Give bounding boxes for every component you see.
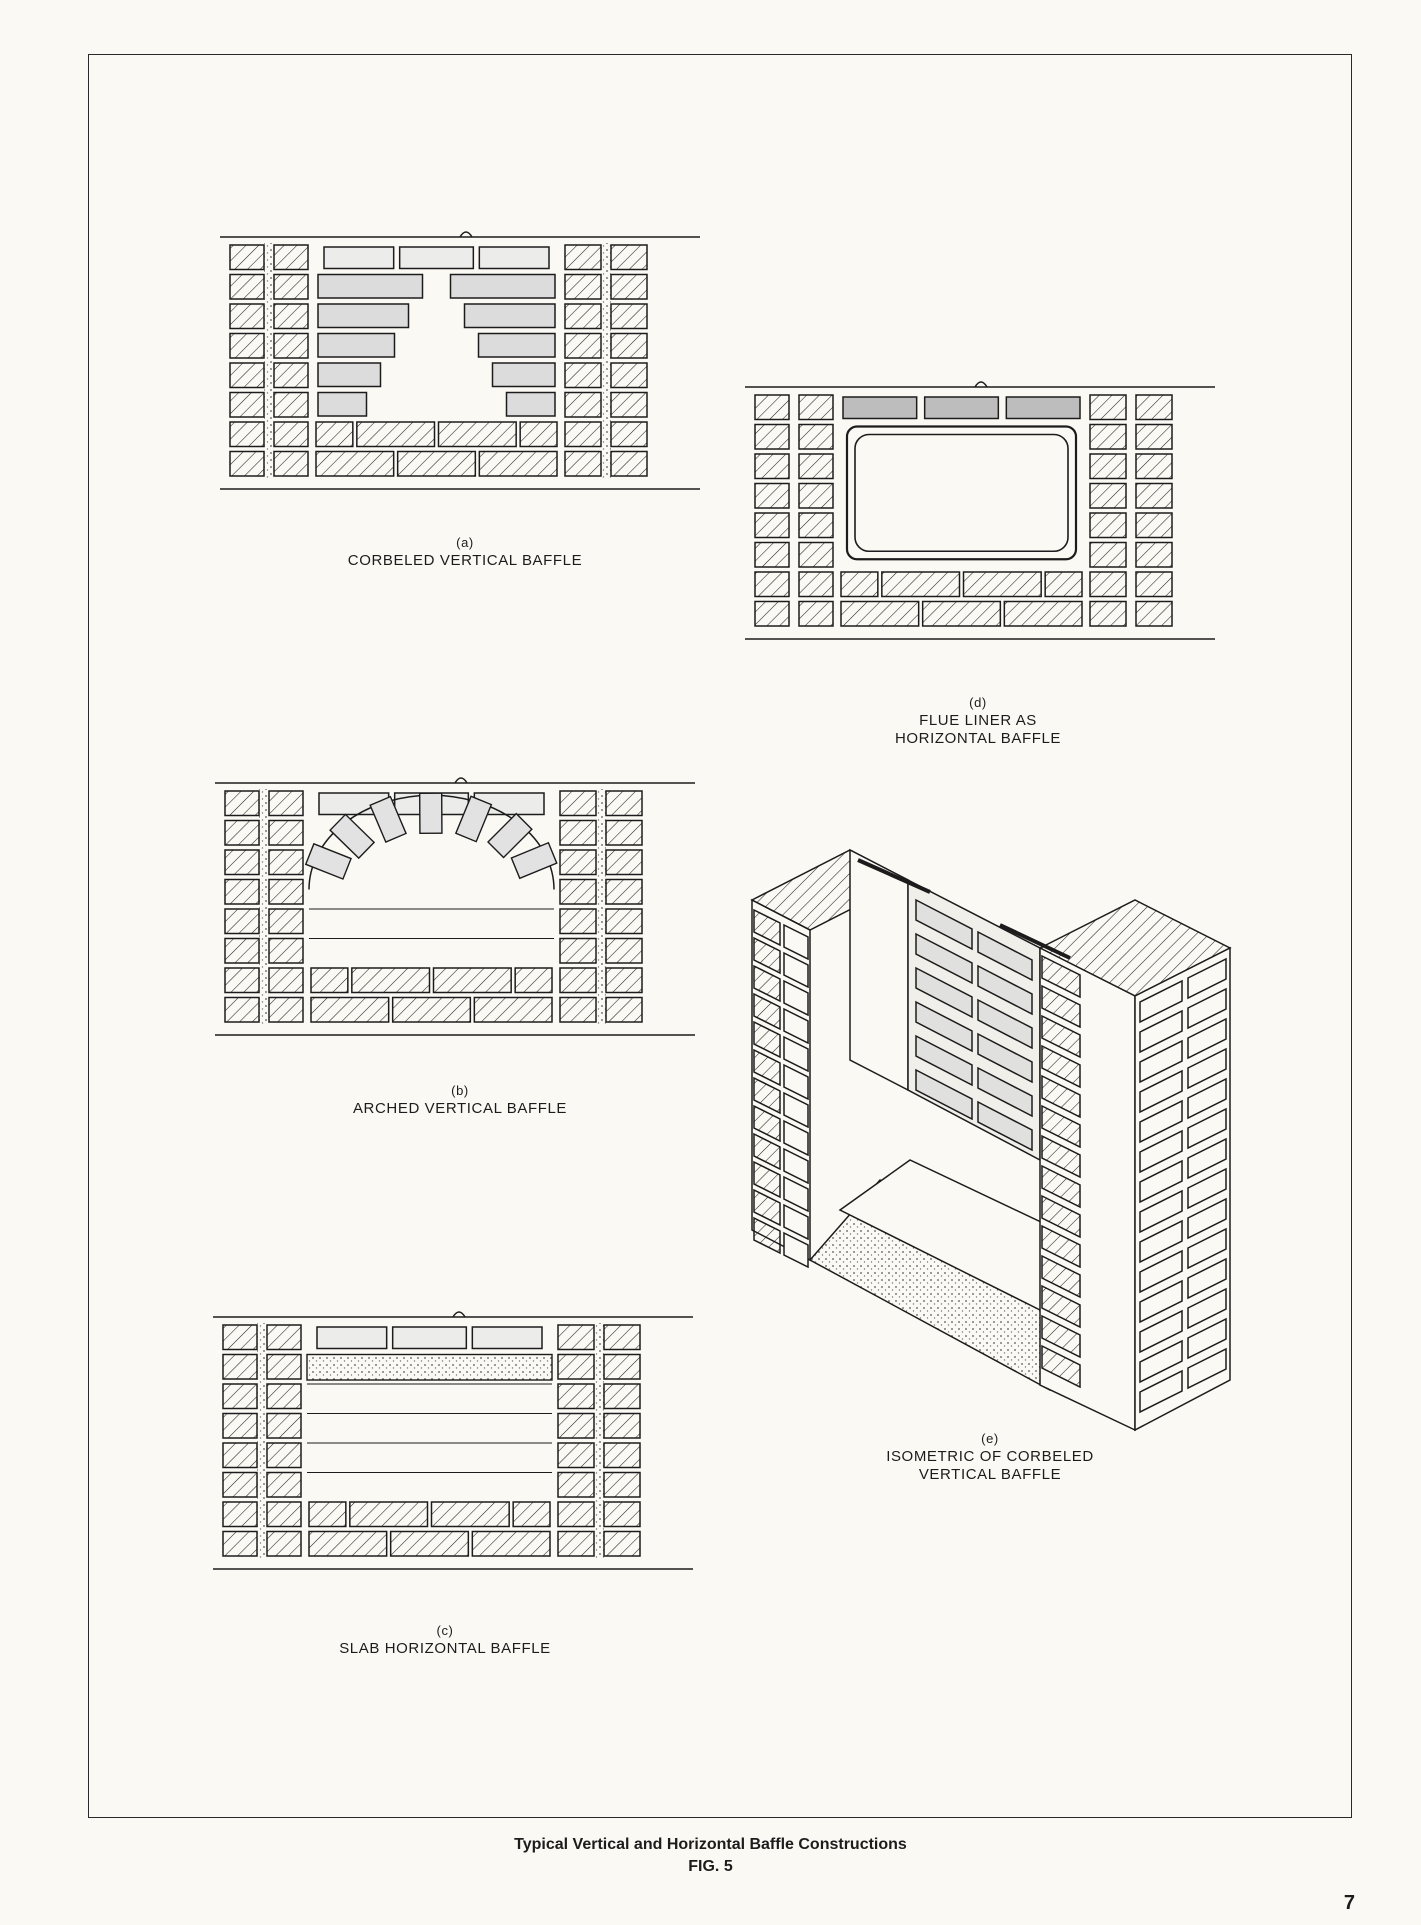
corbel-brick-left bbox=[318, 304, 409, 328]
wall-brick bbox=[223, 1532, 257, 1557]
voussoir-brick bbox=[306, 844, 351, 879]
wall-brick bbox=[604, 1325, 640, 1350]
wall-brick bbox=[267, 1443, 301, 1468]
figure-title bbox=[0, 1834, 1421, 1878]
wall-brick bbox=[1090, 454, 1126, 479]
wall-brick bbox=[606, 998, 642, 1023]
wall-brick bbox=[611, 452, 647, 477]
wall-brick bbox=[1090, 395, 1126, 420]
floor-brick bbox=[391, 1532, 469, 1557]
floor-brick bbox=[352, 968, 430, 993]
wall-brick bbox=[604, 1384, 640, 1409]
floor-brick bbox=[882, 572, 960, 597]
corbel-brick-left bbox=[318, 363, 381, 387]
wall-brick bbox=[274, 452, 308, 477]
wall-brick bbox=[565, 275, 601, 300]
drawing-flue-liner-horizontal-baffle bbox=[745, 380, 1225, 690]
wall-brick bbox=[274, 363, 308, 388]
wall-brick bbox=[223, 1502, 257, 1527]
wall-brick bbox=[274, 422, 308, 447]
mortar-joint bbox=[259, 789, 269, 1025]
wall-brick bbox=[230, 334, 264, 359]
wall-brick bbox=[269, 791, 303, 816]
page-number: 7 bbox=[1343, 1892, 1355, 1914]
wall-brick bbox=[1136, 484, 1172, 509]
wall-brick bbox=[565, 334, 601, 359]
wall-brick bbox=[560, 821, 596, 846]
caption-b-letter: (b) bbox=[451, 1083, 469, 1098]
wall-brick bbox=[225, 821, 259, 846]
break-mark bbox=[460, 232, 472, 237]
wall-brick bbox=[225, 939, 259, 964]
mortar-joint bbox=[596, 789, 606, 1025]
wall-brick bbox=[274, 275, 308, 300]
corbel-brick-right bbox=[451, 275, 556, 299]
caption-e-line-2: VERTICAL BAFFLE bbox=[918, 1466, 1062, 1483]
wall-brick bbox=[799, 543, 833, 568]
wall-brick bbox=[604, 1473, 640, 1498]
voussoir-brick bbox=[330, 814, 374, 858]
back-left-column bbox=[850, 850, 908, 1090]
wall-brick bbox=[558, 1384, 594, 1409]
wall-brick bbox=[799, 484, 833, 509]
wall-brick bbox=[1136, 395, 1172, 420]
wall-brick bbox=[799, 454, 833, 479]
wall-brick bbox=[269, 968, 303, 993]
wall-brick bbox=[755, 543, 789, 568]
floor-brick bbox=[513, 1502, 550, 1527]
wall-brick bbox=[560, 939, 596, 964]
caption-d-line-1: FLUE LINER AS bbox=[919, 712, 1037, 729]
floor-brick bbox=[479, 452, 557, 477]
floor-brick bbox=[474, 998, 552, 1023]
wall-brick bbox=[269, 998, 303, 1023]
wall-brick bbox=[230, 304, 264, 329]
wall-brick bbox=[799, 572, 833, 597]
wall-brick bbox=[1090, 484, 1126, 509]
wall-brick bbox=[1136, 425, 1172, 450]
floor-brick bbox=[1004, 602, 1082, 627]
cap-block bbox=[843, 397, 917, 419]
wall-brick bbox=[1090, 543, 1126, 568]
caption-d-line-2: HORIZONTAL BAFFLE bbox=[894, 730, 1062, 747]
wall-brick bbox=[604, 1355, 640, 1380]
corbel-brick-right bbox=[479, 334, 556, 358]
wall-brick bbox=[267, 1502, 301, 1527]
floor-brick bbox=[309, 1502, 346, 1527]
wall-brick bbox=[604, 1502, 640, 1527]
cap-brick bbox=[324, 247, 394, 269]
voussoir-brick bbox=[488, 814, 532, 858]
break-mark bbox=[975, 382, 987, 387]
floor-brick bbox=[432, 1502, 510, 1527]
wall-brick bbox=[558, 1325, 594, 1350]
wall-brick bbox=[269, 821, 303, 846]
caption-c bbox=[245, 1622, 645, 1658]
mortar-joint bbox=[601, 243, 611, 479]
wall-brick bbox=[565, 304, 601, 329]
wall-brick bbox=[1136, 513, 1172, 538]
wall-brick bbox=[755, 572, 789, 597]
wall-brick bbox=[274, 245, 308, 270]
wall-brick bbox=[558, 1502, 594, 1527]
caption-c-letter: (c) bbox=[436, 1623, 454, 1638]
wall-brick bbox=[604, 1414, 640, 1439]
floor-brick bbox=[311, 998, 389, 1023]
wall-brick bbox=[565, 245, 601, 270]
floor-brick bbox=[841, 602, 919, 627]
wall-brick bbox=[223, 1473, 257, 1498]
wall-brick bbox=[606, 880, 642, 905]
figure-title-text: Typical Vertical and Horizontal Baffle Constructions bbox=[514, 1836, 907, 1853]
wall-brick bbox=[799, 602, 833, 627]
floor-brick bbox=[439, 422, 517, 447]
wall-brick bbox=[560, 880, 596, 905]
caption-e-line-1: ISOMETRIC OF CORBELED bbox=[886, 1448, 1094, 1465]
wall-brick bbox=[611, 422, 647, 447]
drawing-isometric-corbeled-baffle bbox=[740, 830, 1240, 1450]
caption-a-letter: (a) bbox=[456, 535, 474, 550]
floor-brick bbox=[964, 572, 1042, 597]
baffle-slab bbox=[307, 1355, 552, 1381]
wall-brick bbox=[755, 395, 789, 420]
floor-brick bbox=[841, 572, 878, 597]
wall-brick bbox=[223, 1384, 257, 1409]
floor-brick bbox=[398, 452, 476, 477]
corbel-brick-left bbox=[318, 334, 395, 358]
wall-brick bbox=[230, 363, 264, 388]
floor-brick bbox=[309, 1532, 387, 1557]
wall-brick bbox=[611, 304, 647, 329]
wall-brick bbox=[230, 452, 264, 477]
wall-brick bbox=[230, 422, 264, 447]
wall-brick bbox=[558, 1532, 594, 1557]
wall-brick bbox=[1090, 513, 1126, 538]
wall-brick bbox=[611, 275, 647, 300]
wall-brick bbox=[560, 968, 596, 993]
wall-brick bbox=[606, 850, 642, 875]
floor-brick bbox=[316, 422, 353, 447]
voussoir-brick bbox=[511, 843, 556, 879]
wall-brick bbox=[606, 821, 642, 846]
mortar-joint bbox=[594, 1323, 604, 1559]
wall-brick bbox=[230, 245, 264, 270]
floor-brick bbox=[515, 968, 552, 993]
wall-brick bbox=[558, 1473, 594, 1498]
wall-brick bbox=[267, 1414, 301, 1439]
wall-brick bbox=[611, 393, 647, 418]
cap-block bbox=[925, 397, 999, 419]
wall-brick bbox=[565, 363, 601, 388]
wall-brick bbox=[223, 1325, 257, 1350]
wall-brick bbox=[230, 393, 264, 418]
caption-e-letter: (e) bbox=[981, 1431, 999, 1446]
cap-brick bbox=[400, 247, 474, 269]
wall-brick bbox=[267, 1325, 301, 1350]
wall-brick bbox=[799, 425, 833, 450]
corbel-brick-left bbox=[318, 393, 367, 417]
wall-brick bbox=[267, 1473, 301, 1498]
wall-brick bbox=[558, 1414, 594, 1439]
mortar-joint bbox=[264, 243, 274, 479]
drawing-corbeled-vertical-baffle bbox=[220, 220, 710, 530]
caption-a bbox=[265, 534, 665, 570]
wall-brick bbox=[1136, 572, 1172, 597]
corbel-brick-right bbox=[507, 393, 556, 417]
wall-brick bbox=[755, 454, 789, 479]
wall-brick bbox=[230, 275, 264, 300]
wall-brick bbox=[269, 939, 303, 964]
flue-liner-inner bbox=[855, 435, 1068, 552]
wall-brick bbox=[1090, 572, 1126, 597]
caption-e bbox=[790, 1430, 1190, 1484]
wall-brick bbox=[755, 513, 789, 538]
break-mark bbox=[455, 778, 467, 783]
wall-brick bbox=[223, 1414, 257, 1439]
wall-brick bbox=[604, 1532, 640, 1557]
cap-brick bbox=[317, 1327, 387, 1349]
wall-brick bbox=[560, 998, 596, 1023]
wall-brick bbox=[755, 425, 789, 450]
wall-brick bbox=[558, 1443, 594, 1468]
caption-c-line-1: SLAB HORIZONTAL BAFFLE bbox=[339, 1640, 551, 1657]
wall-brick bbox=[755, 484, 789, 509]
wall-brick bbox=[274, 304, 308, 329]
wall-brick bbox=[606, 939, 642, 964]
wall-brick bbox=[611, 363, 647, 388]
caption-b-line-1: ARCHED VERTICAL BAFFLE bbox=[352, 1100, 568, 1117]
figure-number-label: FIG. 5 bbox=[688, 1858, 733, 1875]
wall-brick bbox=[604, 1443, 640, 1468]
corbel-brick-right bbox=[493, 363, 556, 387]
voussoir-brick bbox=[420, 793, 442, 833]
caption-d-letter: (d) bbox=[969, 695, 987, 710]
wall-brick bbox=[267, 1384, 301, 1409]
wall-brick bbox=[565, 422, 601, 447]
floor-brick bbox=[1045, 572, 1082, 597]
wall-brick bbox=[799, 513, 833, 538]
wall-brick bbox=[606, 909, 642, 934]
wall-brick bbox=[269, 909, 303, 934]
wall-brick bbox=[225, 880, 259, 905]
floor-brick bbox=[350, 1502, 428, 1527]
wall-brick bbox=[223, 1355, 257, 1380]
wall-brick bbox=[225, 909, 259, 934]
wall-brick bbox=[560, 850, 596, 875]
cap-brick bbox=[393, 1327, 467, 1349]
wall-brick bbox=[267, 1532, 301, 1557]
wall-brick bbox=[755, 602, 789, 627]
corbel-brick-left bbox=[318, 275, 423, 299]
wall-brick bbox=[267, 1355, 301, 1380]
floor-brick bbox=[472, 1532, 550, 1557]
wall-brick bbox=[611, 245, 647, 270]
caption-a-line-1: CORBELED VERTICAL BAFFLE bbox=[347, 552, 583, 569]
wall-brick bbox=[560, 909, 596, 934]
wall-brick bbox=[274, 334, 308, 359]
wall-brick bbox=[611, 334, 647, 359]
wall-brick bbox=[274, 393, 308, 418]
wall-brick bbox=[606, 968, 642, 993]
wall-brick bbox=[565, 393, 601, 418]
caption-d bbox=[778, 694, 1178, 748]
wall-brick bbox=[225, 968, 259, 993]
cap-brick bbox=[472, 1327, 542, 1349]
wall-brick bbox=[223, 1443, 257, 1468]
wall-brick bbox=[560, 791, 596, 816]
floor-brick bbox=[393, 998, 471, 1023]
wall-brick bbox=[606, 791, 642, 816]
wall-brick bbox=[1090, 602, 1126, 627]
wall-brick bbox=[269, 880, 303, 905]
corbel-brick-right bbox=[465, 304, 556, 328]
mortar-joint bbox=[257, 1323, 267, 1559]
cap-block bbox=[1006, 397, 1080, 419]
drawing-arched-vertical-baffle bbox=[215, 766, 705, 1076]
drawing-slab-horizontal-baffle bbox=[213, 1300, 703, 1610]
floor-brick bbox=[520, 422, 557, 447]
wall-brick bbox=[1090, 425, 1126, 450]
wall-brick bbox=[269, 850, 303, 875]
floor-brick bbox=[311, 968, 348, 993]
wall-brick bbox=[565, 452, 601, 477]
wall-brick bbox=[225, 850, 259, 875]
wall-brick bbox=[558, 1355, 594, 1380]
wall-brick bbox=[799, 395, 833, 420]
floor-brick bbox=[316, 452, 394, 477]
floor-brick bbox=[357, 422, 435, 447]
floor-brick bbox=[434, 968, 512, 993]
wall-brick bbox=[1136, 543, 1172, 568]
floor-brick bbox=[923, 602, 1001, 627]
cap-brick bbox=[479, 247, 549, 269]
wall-brick bbox=[225, 791, 259, 816]
wall-brick bbox=[225, 998, 259, 1023]
break-mark bbox=[453, 1312, 465, 1317]
wall-brick bbox=[1136, 602, 1172, 627]
caption-b bbox=[260, 1082, 660, 1118]
wall-brick bbox=[1136, 454, 1172, 479]
